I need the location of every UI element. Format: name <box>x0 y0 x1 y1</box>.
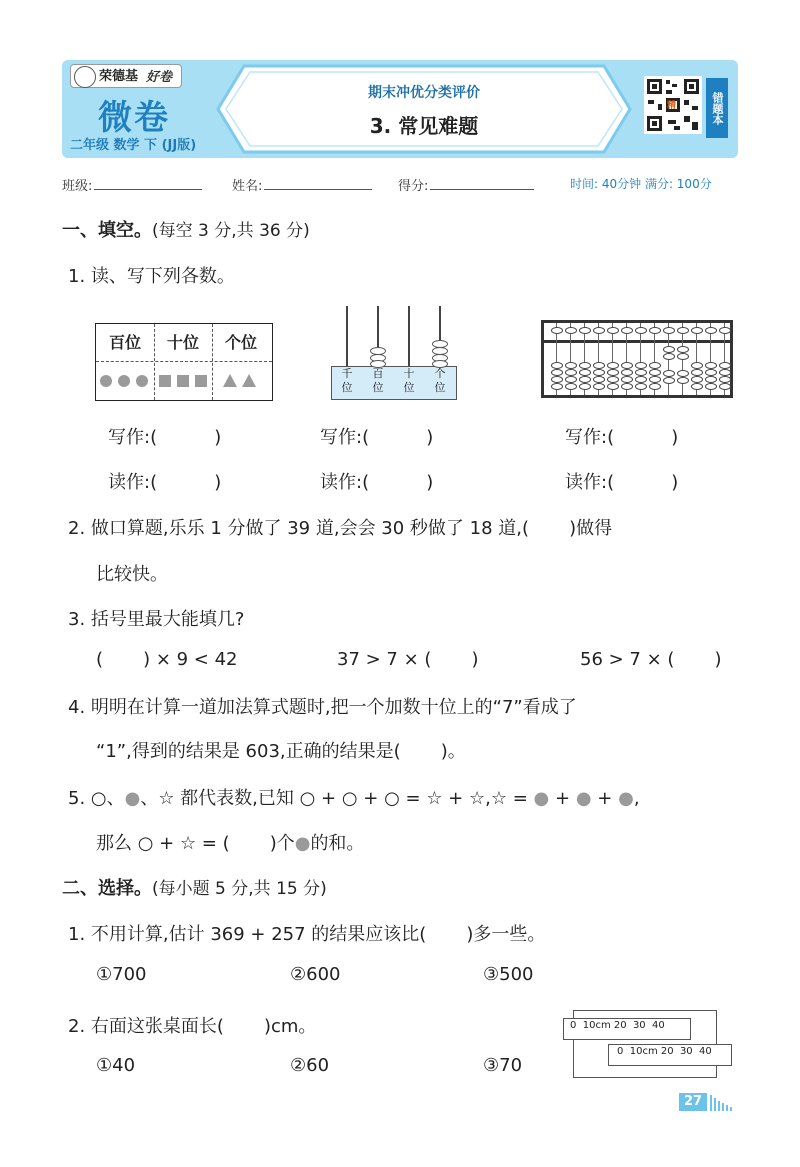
soroban-bead <box>691 369 703 376</box>
soroban-bead <box>551 362 563 369</box>
soroban-bead <box>649 376 661 383</box>
s2-q1-option-3[interactable]: ③500 <box>483 964 534 985</box>
brand-logo: 荣德基 <box>70 64 182 88</box>
qr-mark: 精 <box>667 101 677 111</box>
q1-text: 1. 读、写下列各数。 <box>68 266 235 287</box>
soroban-bead <box>607 327 619 334</box>
soroban-bead <box>635 376 647 383</box>
soroban-bead <box>551 383 563 390</box>
circle-counter <box>100 375 112 387</box>
table-header-hundreds: 百位 <box>108 333 141 352</box>
soroban-bead <box>593 383 605 390</box>
time-score-info: 时间: 40分钟 满分: 100分 <box>570 177 712 191</box>
soroban-bead <box>719 369 731 376</box>
read-answer-2[interactable]: 读作:( ) <box>320 472 434 493</box>
rod-label-ones: 个 位 <box>434 367 446 394</box>
table-divider <box>212 324 213 400</box>
rod-label-thousands: 千 位 <box>341 367 353 394</box>
soroban-bead <box>677 346 689 353</box>
gray-dot-icon: ● <box>618 788 634 809</box>
soroban-bead <box>719 376 731 383</box>
s2-q1-option-2[interactable]: ②600 <box>290 964 341 985</box>
page-number: 27 <box>679 1093 707 1111</box>
soroban-bead <box>649 383 661 390</box>
table-divider <box>154 324 155 400</box>
grade-label: 二年级 数学 下 (JJ版) <box>70 138 197 153</box>
q2-line2: 比较快。 <box>96 564 168 585</box>
section1-title: 一、填空。(每空 3 分,共 36 分) <box>62 220 310 241</box>
soroban-bead <box>691 383 703 390</box>
soroban-bead <box>663 353 675 360</box>
rod-thousands <box>346 306 348 366</box>
soroban-bead <box>593 376 605 383</box>
page-decoration <box>710 1095 738 1111</box>
soroban-bead <box>551 376 563 383</box>
name-field[interactable]: 姓名: <box>232 175 372 194</box>
soroban-bead <box>621 327 633 334</box>
soroban-bead <box>705 383 717 390</box>
s2-q1-text: 1. 不用计算,估计 369 + 257 的结果应该比( )多一些。 <box>68 924 546 945</box>
write-answer-3[interactable]: 写作:( ) <box>565 427 679 448</box>
soroban-bead <box>663 377 675 384</box>
soroban-bead <box>649 369 661 376</box>
q4-line1: 4. 明明在计算一道加法算式题时,把一个加数十位上的“7”看成了 <box>68 697 577 718</box>
soroban-bead <box>579 369 591 376</box>
class-field[interactable]: 班级: <box>62 175 202 194</box>
soroban-bead <box>705 369 717 376</box>
brand-sub: 好卷 <box>146 70 173 85</box>
soroban-bead <box>691 327 703 334</box>
soroban-bead <box>621 376 633 383</box>
soroban-bead <box>663 346 675 353</box>
soroban-bead <box>593 327 605 334</box>
q2-line1: 2. 做口算题,乐乐 1 分做了 39 道,会会 30 秒做了 18 道,( )做得 <box>68 518 613 539</box>
s2-q2-text: 2. 右面这张桌面长( )cm。 <box>68 1016 317 1037</box>
soroban-bead <box>635 362 647 369</box>
soroban-bead <box>649 327 661 334</box>
square-counter <box>159 375 171 387</box>
lesson-title: 3. 常见难题 <box>369 114 479 138</box>
square-counter <box>195 375 207 387</box>
soroban-bead <box>705 362 717 369</box>
soroban-beam <box>544 340 730 343</box>
soroban-bead <box>719 383 731 390</box>
s2-q2-option-2[interactable]: ②60 <box>290 1055 330 1076</box>
soroban-bead <box>551 327 563 334</box>
q4-line2[interactable]: “1”,得到的结果是 603,正确的结果是( )。 <box>96 741 466 762</box>
q5-line2[interactable]: 那么 ○ + ☆ = ( )个●的和。 <box>96 833 365 854</box>
soroban-bead <box>607 362 619 369</box>
soroban-bead <box>565 383 577 390</box>
soroban-bead <box>593 362 605 369</box>
section2-title: 二、选择。(每小题 5 分,共 15 分) <box>62 878 327 899</box>
soroban-bead <box>691 376 703 383</box>
s2-q2-option-3[interactable]: ③70 <box>483 1055 523 1076</box>
exam-subtitle: 期末冲优分类评价 <box>368 85 480 101</box>
soroban-bead <box>663 327 675 334</box>
soroban-bead <box>593 369 605 376</box>
soroban-bead <box>579 362 591 369</box>
triangle-counter <box>242 374 256 387</box>
gray-dot-icon: ● <box>575 788 592 809</box>
gray-dot-icon: ● <box>533 788 550 809</box>
soroban-bead <box>607 369 619 376</box>
q3-text: 3. 括号里最大能填几? <box>68 609 245 630</box>
soroban-bead <box>579 376 591 383</box>
circle-counter <box>118 375 130 387</box>
ruler-1: 0 10cm 20 30 40 <box>563 1018 691 1040</box>
table-divider <box>96 361 272 362</box>
soroban-bead <box>649 362 661 369</box>
soroban-bead <box>705 376 717 383</box>
read-answer-1[interactable]: 读作:( ) <box>108 472 222 493</box>
s2-q1-option-1[interactable]: ①700 <box>96 964 147 985</box>
rod-label-hundreds: 百 位 <box>372 367 384 394</box>
soroban-bead <box>621 369 633 376</box>
soroban-bead <box>677 327 689 334</box>
soroban-bead <box>705 327 717 334</box>
score-field[interactable]: 得分: <box>398 175 534 194</box>
soroban-bead <box>565 376 577 383</box>
center-panel-frame <box>214 64 634 154</box>
read-answer-3[interactable]: 读作:( ) <box>565 472 679 493</box>
gray-dot-icon: ● <box>294 833 311 854</box>
soroban-bead <box>677 370 689 377</box>
table-header-ones: 个位 <box>224 333 257 352</box>
soroban-bead <box>621 362 633 369</box>
soroban-bead <box>677 377 689 384</box>
soroban-bead <box>719 362 731 369</box>
rod-tens <box>408 306 410 366</box>
soroban-bead <box>579 327 591 334</box>
gray-dot-icon: ● <box>124 788 141 809</box>
write-answer-1[interactable]: 写作:( ) <box>108 427 222 448</box>
square-counter <box>177 375 189 387</box>
soroban-bead <box>607 376 619 383</box>
write-answer-2[interactable]: 写作:( ) <box>320 427 434 448</box>
soroban-bead <box>635 383 647 390</box>
soroban-bead <box>621 383 633 390</box>
q3-c[interactable]: 56 > 7 × ( ) <box>580 649 722 670</box>
soroban-bead <box>579 383 591 390</box>
soroban-bead <box>551 369 563 376</box>
series-title: 微卷 <box>98 98 170 138</box>
triangle-counter <box>223 374 237 387</box>
ruler-2: 0 10cm 20 30 40 <box>608 1044 732 1066</box>
soroban-bead <box>635 369 647 376</box>
q3-b[interactable]: 37 > 7 × ( ) <box>337 649 479 670</box>
soroban-bead <box>607 383 619 390</box>
wrong-question-book-label[interactable]: 错题本 <box>706 78 728 138</box>
circle-counter <box>136 375 148 387</box>
soroban-bead <box>565 362 577 369</box>
soroban-bead <box>565 327 577 334</box>
soroban-bead <box>677 353 689 360</box>
soroban-bead <box>691 362 703 369</box>
rod-label-tens: 十 位 <box>403 367 415 394</box>
q5-line1: 5. ○、●、☆ 都代表数,已知 ○ + ○ + ○ = ☆ + ☆,☆ = ● + ● + ●, <box>68 788 640 809</box>
soroban-bead <box>663 370 675 377</box>
soroban-bead <box>719 327 731 334</box>
table-header-tens: 十位 <box>166 333 199 352</box>
s2-q2-option-1[interactable]: ①40 <box>96 1055 136 1076</box>
brand-face-icon <box>74 66 96 88</box>
q3-a[interactable]: ( ) × 9 < 42 <box>96 649 238 670</box>
soroban-bead <box>565 369 577 376</box>
soroban-bead <box>635 327 647 334</box>
